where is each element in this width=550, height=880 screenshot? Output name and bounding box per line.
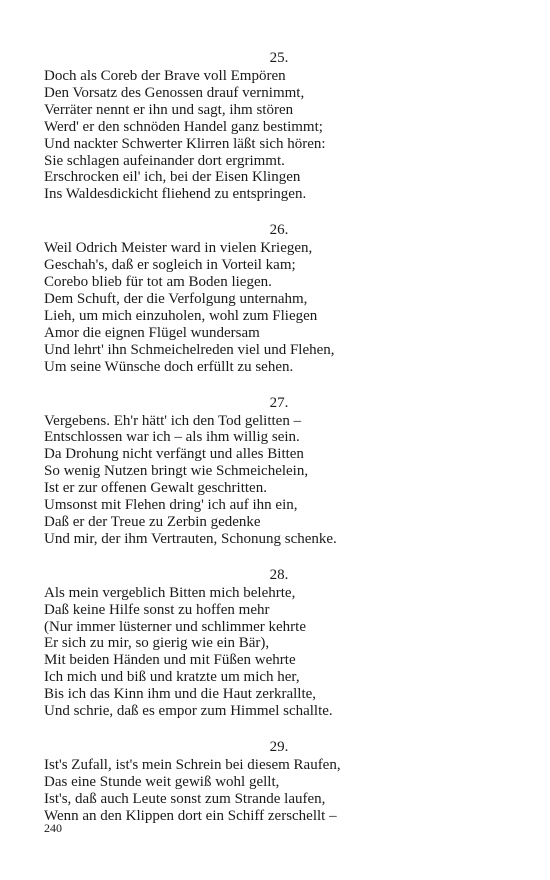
verse-line: Amor die eignen Flügel wundersam [44, 324, 260, 341]
stanza-number: 25. [269, 50, 289, 66]
verse-line: Und mir, der ihm Vertrauten, Schonung schenke. [44, 530, 337, 547]
page-number: 240 [44, 821, 62, 835]
verse-line: Daß keine Hilfe sonst zu hoffen mehr [44, 601, 270, 618]
verse-line: Vergebens. Eh'r hätt' ich den Tod gelitten – [44, 412, 302, 429]
verse-line: Und lehrt' ihn Schmeichelreden viel und Flehen, [44, 341, 335, 358]
verse-line: Als mein vergeblich Bitten mich belehrte, [44, 584, 296, 601]
stanza-number: 29. [269, 739, 289, 755]
verse-line: Ins Waldesdickicht fliehend zu entspringen. [44, 186, 307, 203]
verse-line: Corebo blieb für tot am Boden liegen. [44, 274, 272, 291]
verse-line: Ist's, daß auch Leute sonst zum Strande laufen, [44, 790, 326, 807]
verse-line: Daß er der Treue zu Zerbin gedenke [44, 513, 261, 530]
verse-line: Doch als Coreb der Brave voll Empören [44, 68, 286, 84]
verse-line: So wenig Nutzen bringt wie Schmeichelein, [44, 463, 309, 480]
verse-line: Ist's Zufall, ist's mein Schrein bei diesem Raufen, [44, 757, 341, 773]
verse-line: Geschah's, daß er sogleich in Vorteil kam; [44, 257, 296, 274]
verse-line: (Nur immer lüsterner und schlimmer kehrte [44, 618, 307, 635]
stanza-26 [44, 222, 514, 375]
verse-line: Er sich zu mir, so gierig wie ein Bär), [44, 635, 270, 652]
verse-line: Entschlossen war ich – als ihm willig sein. [44, 429, 300, 446]
verse-line: Wenn an den Klippen dort ein Schiff zerschellt – [44, 807, 337, 824]
poem-page [44, 50, 514, 844]
stanza-27 [44, 395, 514, 548]
verse-line: Werd' er den schnöden Handel ganz bestimmt; [44, 118, 323, 135]
verse-line: Mit beiden Händen und mit Füßen wehrte [44, 652, 296, 669]
stanza-number: 28. [269, 566, 289, 583]
verse-line: Weil Odrich Meister ward in vielen Kriegen, [44, 240, 313, 257]
stanza-29 [44, 739, 514, 825]
verse-line: Erschrocken eil' ich, bei der Eisen Klingen [44, 169, 301, 186]
verse-line: Umsonst mit Flehen dring' ich auf ihn ein, [44, 497, 298, 514]
verse-line: Verräter nennt er ihn und sagt, ihm stören [44, 101, 294, 118]
verse-line: Den Vorsatz des Genossen drauf vernimmt, [44, 84, 305, 101]
stanza-25 [44, 50, 514, 203]
verse-line: Sie schlagen aufeinander dort ergrimmt. [44, 152, 285, 169]
stanza-number: 27. [269, 394, 289, 411]
verse-line: Dem Schuft, der die Verfolgung unternahm, [44, 290, 308, 307]
stanza-number: 26. [269, 222, 289, 239]
stanza-28 [44, 567, 514, 720]
verse-line: Das eine Stunde weit gewiß wohl gellt, [44, 773, 280, 790]
verse-line: Ist er zur offenen Gewalt geschritten. [44, 480, 267, 497]
verse-line: Da Drohung nicht verfängt und alles Bitten [44, 446, 304, 463]
verse-line: Lieh, um mich einzuholen, wohl zum Fliegen [44, 307, 318, 324]
verse-line: Bis ich das Kinn ihm und die Haut zerkrallte, [44, 686, 317, 703]
verse-line: Und nackter Schwerter Klirren läßt sich hören: [44, 135, 326, 152]
verse-line: Ich mich und biß und kratzte um mich her, [44, 669, 300, 686]
verse-line: Und schrie, daß es empor zum Himmel schallte. [44, 703, 333, 720]
verse-line: Um seine Wünsche doch erfüllt zu sehen. [44, 358, 294, 375]
